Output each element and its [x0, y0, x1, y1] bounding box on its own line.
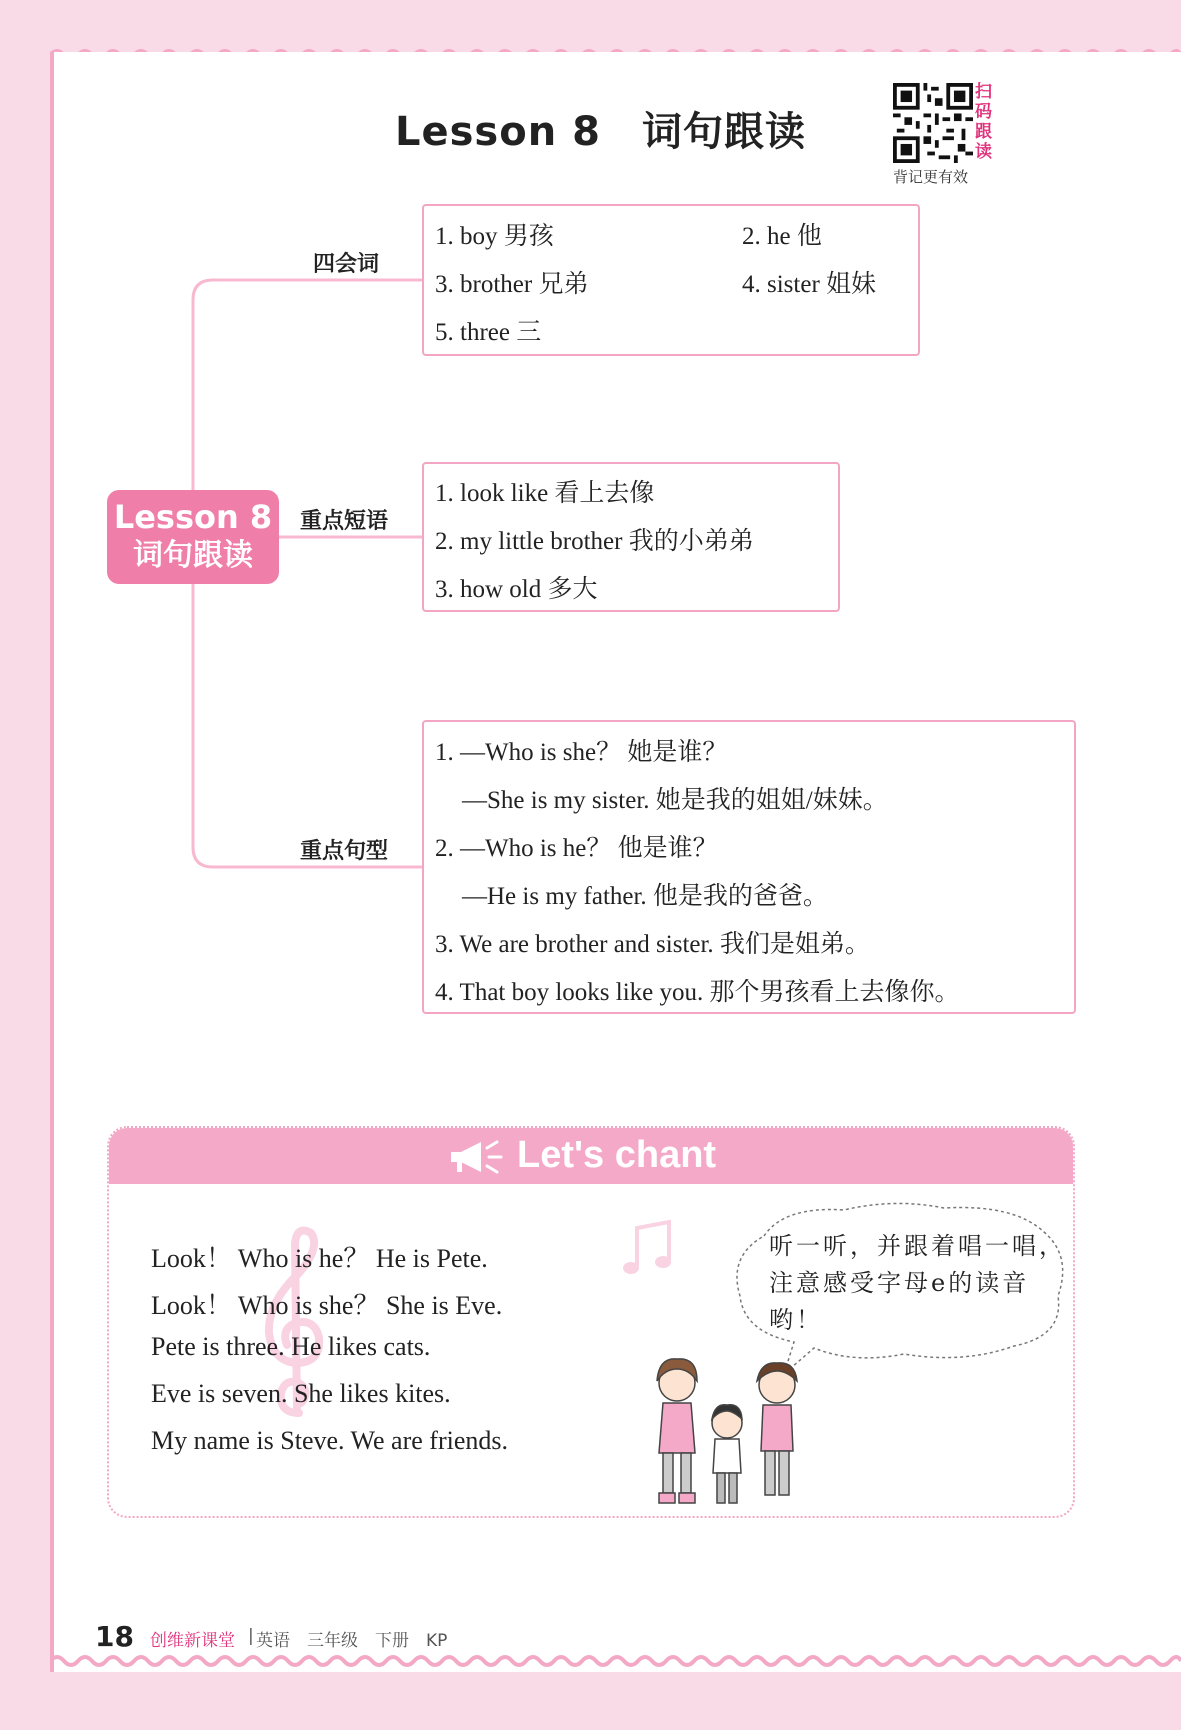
qr-caption: 背记更有效	[893, 168, 969, 186]
chant-section	[107, 1126, 1075, 1518]
word-item: 1. boy 男孩	[435, 223, 554, 250]
words-label: 四会词	[313, 252, 380, 277]
footer-separator: |	[248, 1626, 254, 1646]
chant-line: My name is Steve. We are friends.	[151, 1426, 508, 1455]
phrase-item: 1. look like 看上去像	[435, 480, 655, 507]
sentence-item: —He is my father. 他是我的爸爸。	[462, 883, 828, 910]
phrases-box	[422, 462, 840, 612]
page-title: Lesson 8 词句跟读	[395, 109, 806, 155]
footer-info: 英语 三年级 下册 KP	[256, 1631, 448, 1651]
chant-line: Look！ Who is she？ She is Eve.	[151, 1291, 503, 1320]
footer-brand: 创维新课堂	[150, 1631, 235, 1651]
word-item: 3. brother 兄弟	[435, 271, 589, 298]
sentence-item: —She is my sister. 她是我的姐姐/妹妹。	[462, 787, 888, 814]
bottom-wave-border	[50, 1650, 1181, 1672]
chant-header	[109, 1128, 1073, 1184]
qr-side-label: 扫 码 跟 读	[975, 82, 992, 162]
word-item: 5. three 三	[435, 319, 542, 346]
sentences-label: 重点句型	[300, 839, 389, 864]
phrases-label: 重点短语	[300, 509, 389, 534]
children-illustration	[627, 1343, 827, 1518]
sentences-box	[422, 720, 1076, 1014]
phrase-item: 3. how old 多大	[435, 576, 598, 603]
word-item: 2. he 他	[742, 223, 822, 250]
sentence-item: 2. —Who is he？ 他是谁？	[435, 835, 718, 862]
sentence-item: 4. That boy looks like you. 那个男孩看上去像你。	[435, 979, 960, 1006]
chant-line: Pete is three. He likes cats.	[151, 1332, 431, 1361]
chant-line: Eve is seven. She likes kites.	[151, 1379, 451, 1408]
chant-line: Look！ Who is he？ He is Pete.	[151, 1244, 488, 1273]
mind-map-root: Lesson 8 词句跟读	[107, 490, 279, 584]
page-number: 18	[95, 1620, 134, 1653]
speech-bubble-text: 听一听，并跟着唱一唱，注意感受字母e的读音哟！	[769, 1232, 1066, 1334]
music-note-icon	[619, 1218, 679, 1278]
megaphone-icon	[447, 1136, 507, 1178]
phrase-item: 2. my little brother 我的小弟弟	[435, 528, 754, 555]
chant-title: Let's chant	[517, 1134, 717, 1176]
qr-code-icon[interactable]	[893, 83, 973, 163]
sentence-item: 3. We are brother and sister. 我们是姐弟。	[435, 931, 870, 958]
words-box	[422, 204, 920, 356]
sentence-item: 1. —Who is she？ 她是谁？	[435, 739, 728, 766]
word-item: 4. sister 姐妹	[742, 271, 877, 298]
